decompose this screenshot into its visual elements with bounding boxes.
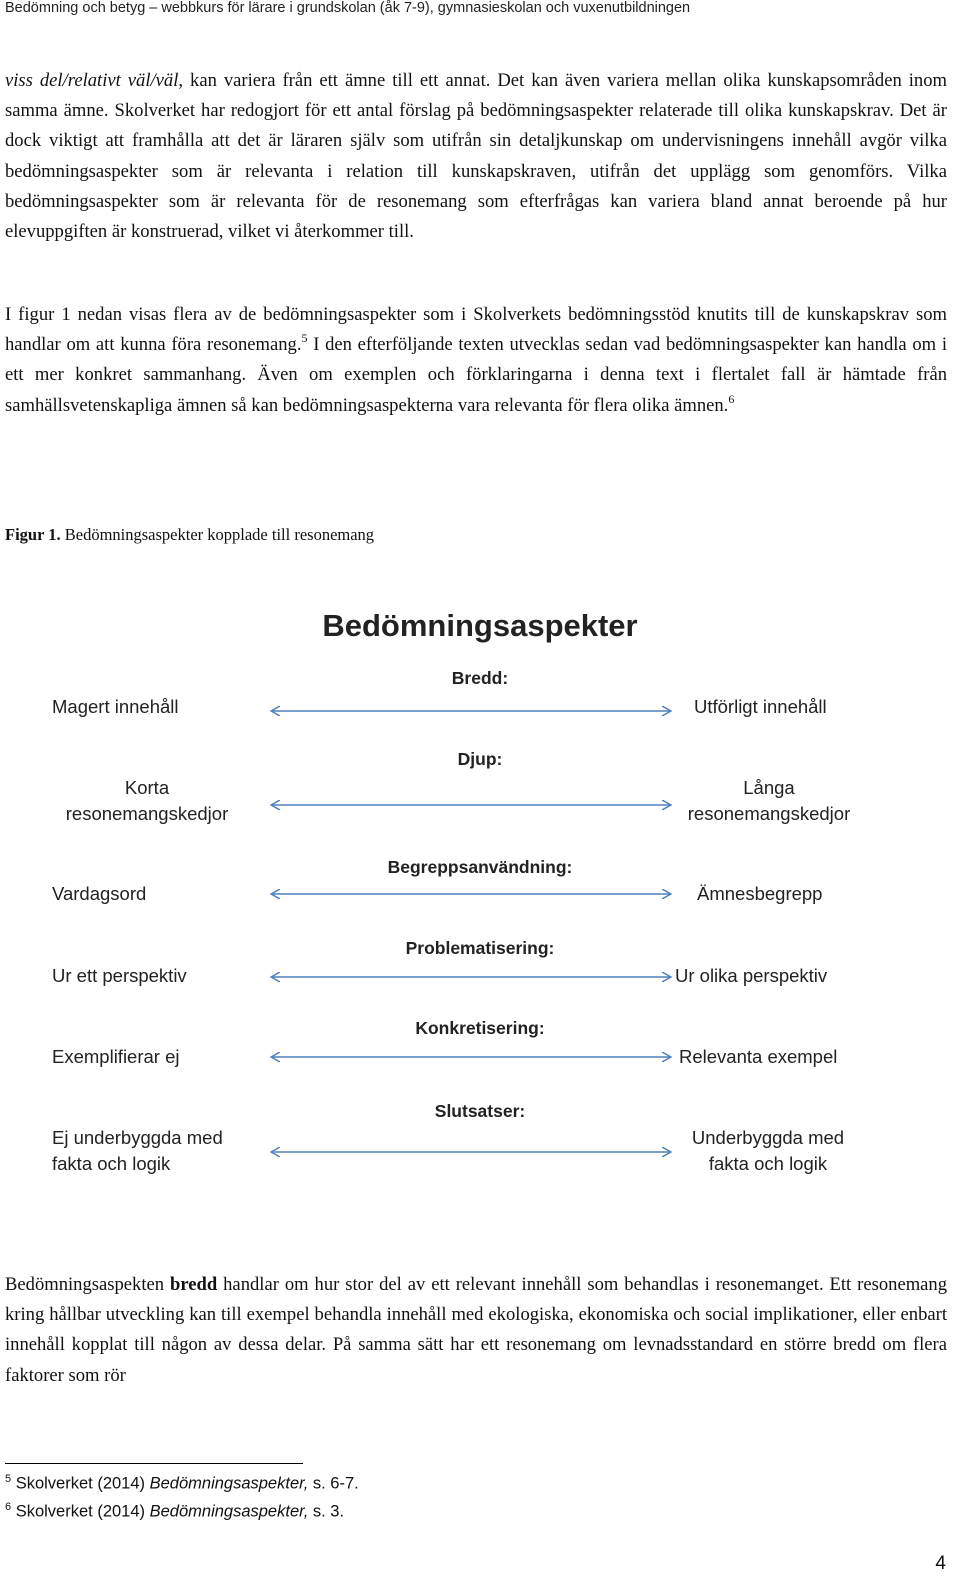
footnote-6 xyxy=(5,1501,344,1522)
figure-title: Bedömningsaspekter xyxy=(322,608,638,643)
aspect-label-begreppsanvandning: Begreppsanvändning: xyxy=(387,857,573,877)
figure-caption xyxy=(5,525,374,545)
aspect-label-problematisering: Problematisering: xyxy=(405,938,555,958)
paragraph-2-part2: I den efterföljande texten utvecklas sedan vad bedömningsaspekter kan handla om i ett mer konkret sammanhang. Även om exemplen och förklaringarna i denna text i flertalet fall är hämtade från samhällsvetenskapliga ämnen så kan bedömningsaspekterna vara relevanta för flera olika ämnen. xyxy=(5,334,947,416)
paragraph-3 xyxy=(5,1270,947,1391)
footnote-text: Skolverket (2014) xyxy=(11,1502,150,1521)
page-header: Bedömning och betyg – webbkurs för lärare i grundskolan (åk 7-9), gymnasieskolan och vuxenutbildningen xyxy=(5,0,691,16)
footnote-italic: Bedömningsaspekter, xyxy=(149,1502,309,1521)
footnote-divider xyxy=(5,1463,303,1464)
right-label-begreppsanvandning xyxy=(697,881,822,907)
paragraph-2 xyxy=(5,300,947,421)
right-line: fakta och logik xyxy=(708,1153,828,1174)
right-line: Ur olika perspektiv xyxy=(675,965,828,986)
paragraph-1-italic-lead: viss del/relativt väl/väl xyxy=(5,70,179,91)
left-label-begreppsanvandning xyxy=(52,881,146,907)
figure-caption-text: Bedömningsaspekter kopplade till resonemang xyxy=(60,525,375,544)
right-line: resonemangskedjor xyxy=(687,803,851,824)
footnote-ref-6[interactable]: 6 xyxy=(728,391,735,406)
right-label-konkretisering xyxy=(679,1044,837,1070)
left-line: Magert innehåll xyxy=(52,696,179,717)
right-line: Utförligt innehåll xyxy=(694,696,827,717)
paragraph-3-bold: bredd xyxy=(170,1274,218,1295)
right-label-bredd xyxy=(694,694,827,720)
footnote-italic: Bedömningsaspekter, xyxy=(149,1474,309,1493)
paragraph-3-text: handlar om hur stor del av ett relevant innehåll som behandlas i resonemanget. Ett resonemang kring hållbar utveckling kan till exempel behandla innehåll med ekologiska, ekonomiska och social implikationer, eller enbart innehåll kopplat till någon av dessa delar. På samma sätt har ett resonemang om levnadsstandard en större bredd om flera faktorer som rör xyxy=(5,1274,947,1386)
aspect-label-slutsatser: Slutsatser: xyxy=(434,1101,526,1121)
paragraph-1-text: , kan variera från ett ämne till ett annat. Det kan även variera mellan olika kunskapsområden inom samma ämne. Skolverket har redogjort för ett antal förslag på bedömningsaspekter relaterade till olika kunskapskrav. Det är dock viktigt att framhålla att det är läraren själv som utifrån sin detaljkunskap om undervisningens innehåll avgör vilka bedömningsaspekter som är relevanta i relation till kunskapskraven, utifrån det upplägg som genomförs. Vilka bedömningsaspekter som är relevanta för de resonemang som efterfrågas kan variera bland annat beroende på hur elevuppgiften är konstruerad, vilket vi återkommer till. xyxy=(5,70,947,243)
left-label-problematisering xyxy=(52,963,187,989)
right-line: Underbyggda med xyxy=(691,1127,845,1148)
footnote-number: 6 xyxy=(5,1501,12,1513)
paragraph-1 xyxy=(5,66,947,247)
right-line: Ämnesbegrepp xyxy=(697,883,823,904)
left-label-konkretisering xyxy=(52,1044,180,1070)
right-label-slutsatser xyxy=(676,1125,860,1177)
paragraph-2-part1: I figur 1 nedan visas flera av de bedömningsaspekter som i Skolverkets bedömningsstöd knutits till de kunskapskrav som handlar om att kunna föra resonemang. xyxy=(5,304,947,356)
aspect-label-konkretisering: Konkretisering: xyxy=(415,1018,545,1038)
left-line: Ur ett perspektiv xyxy=(52,965,187,986)
right-line: Relevanta exempel xyxy=(679,1046,838,1067)
footnote-number: 5 xyxy=(5,1473,12,1485)
footnote-text: Skolverket (2014) xyxy=(11,1474,150,1493)
aspect-label-bredd: Bredd: xyxy=(451,668,509,688)
footnote-tail: s. 6-7. xyxy=(308,1474,359,1493)
left-label-bredd xyxy=(52,694,179,720)
footnote-5 xyxy=(5,1473,359,1494)
left-line: Ej underbyggda med xyxy=(52,1127,223,1148)
left-label-slutsatser xyxy=(52,1125,223,1177)
footnote-ref-5[interactable]: 5 xyxy=(301,331,308,346)
left-label-djup xyxy=(52,775,242,827)
left-line: Exemplifierar ej xyxy=(52,1046,180,1067)
left-line: Vardagsord xyxy=(52,883,147,904)
left-line: Korta xyxy=(124,777,170,798)
right-label-djup xyxy=(676,775,862,827)
aspect-label-djup: Djup: xyxy=(457,749,503,769)
left-line: resonemangskedjor xyxy=(65,803,229,824)
figure-assessment-aspects xyxy=(0,590,960,1190)
footnote-tail: s. 3. xyxy=(308,1502,345,1521)
right-label-problematisering xyxy=(675,963,827,989)
paragraph-3-lead: Bedömningsaspekten xyxy=(5,1274,170,1295)
left-line: fakta och logik xyxy=(52,1153,171,1174)
right-line: Långa xyxy=(743,777,795,798)
figure-caption-label: Figur 1. xyxy=(5,525,61,544)
page-number: 4 xyxy=(935,1553,946,1574)
